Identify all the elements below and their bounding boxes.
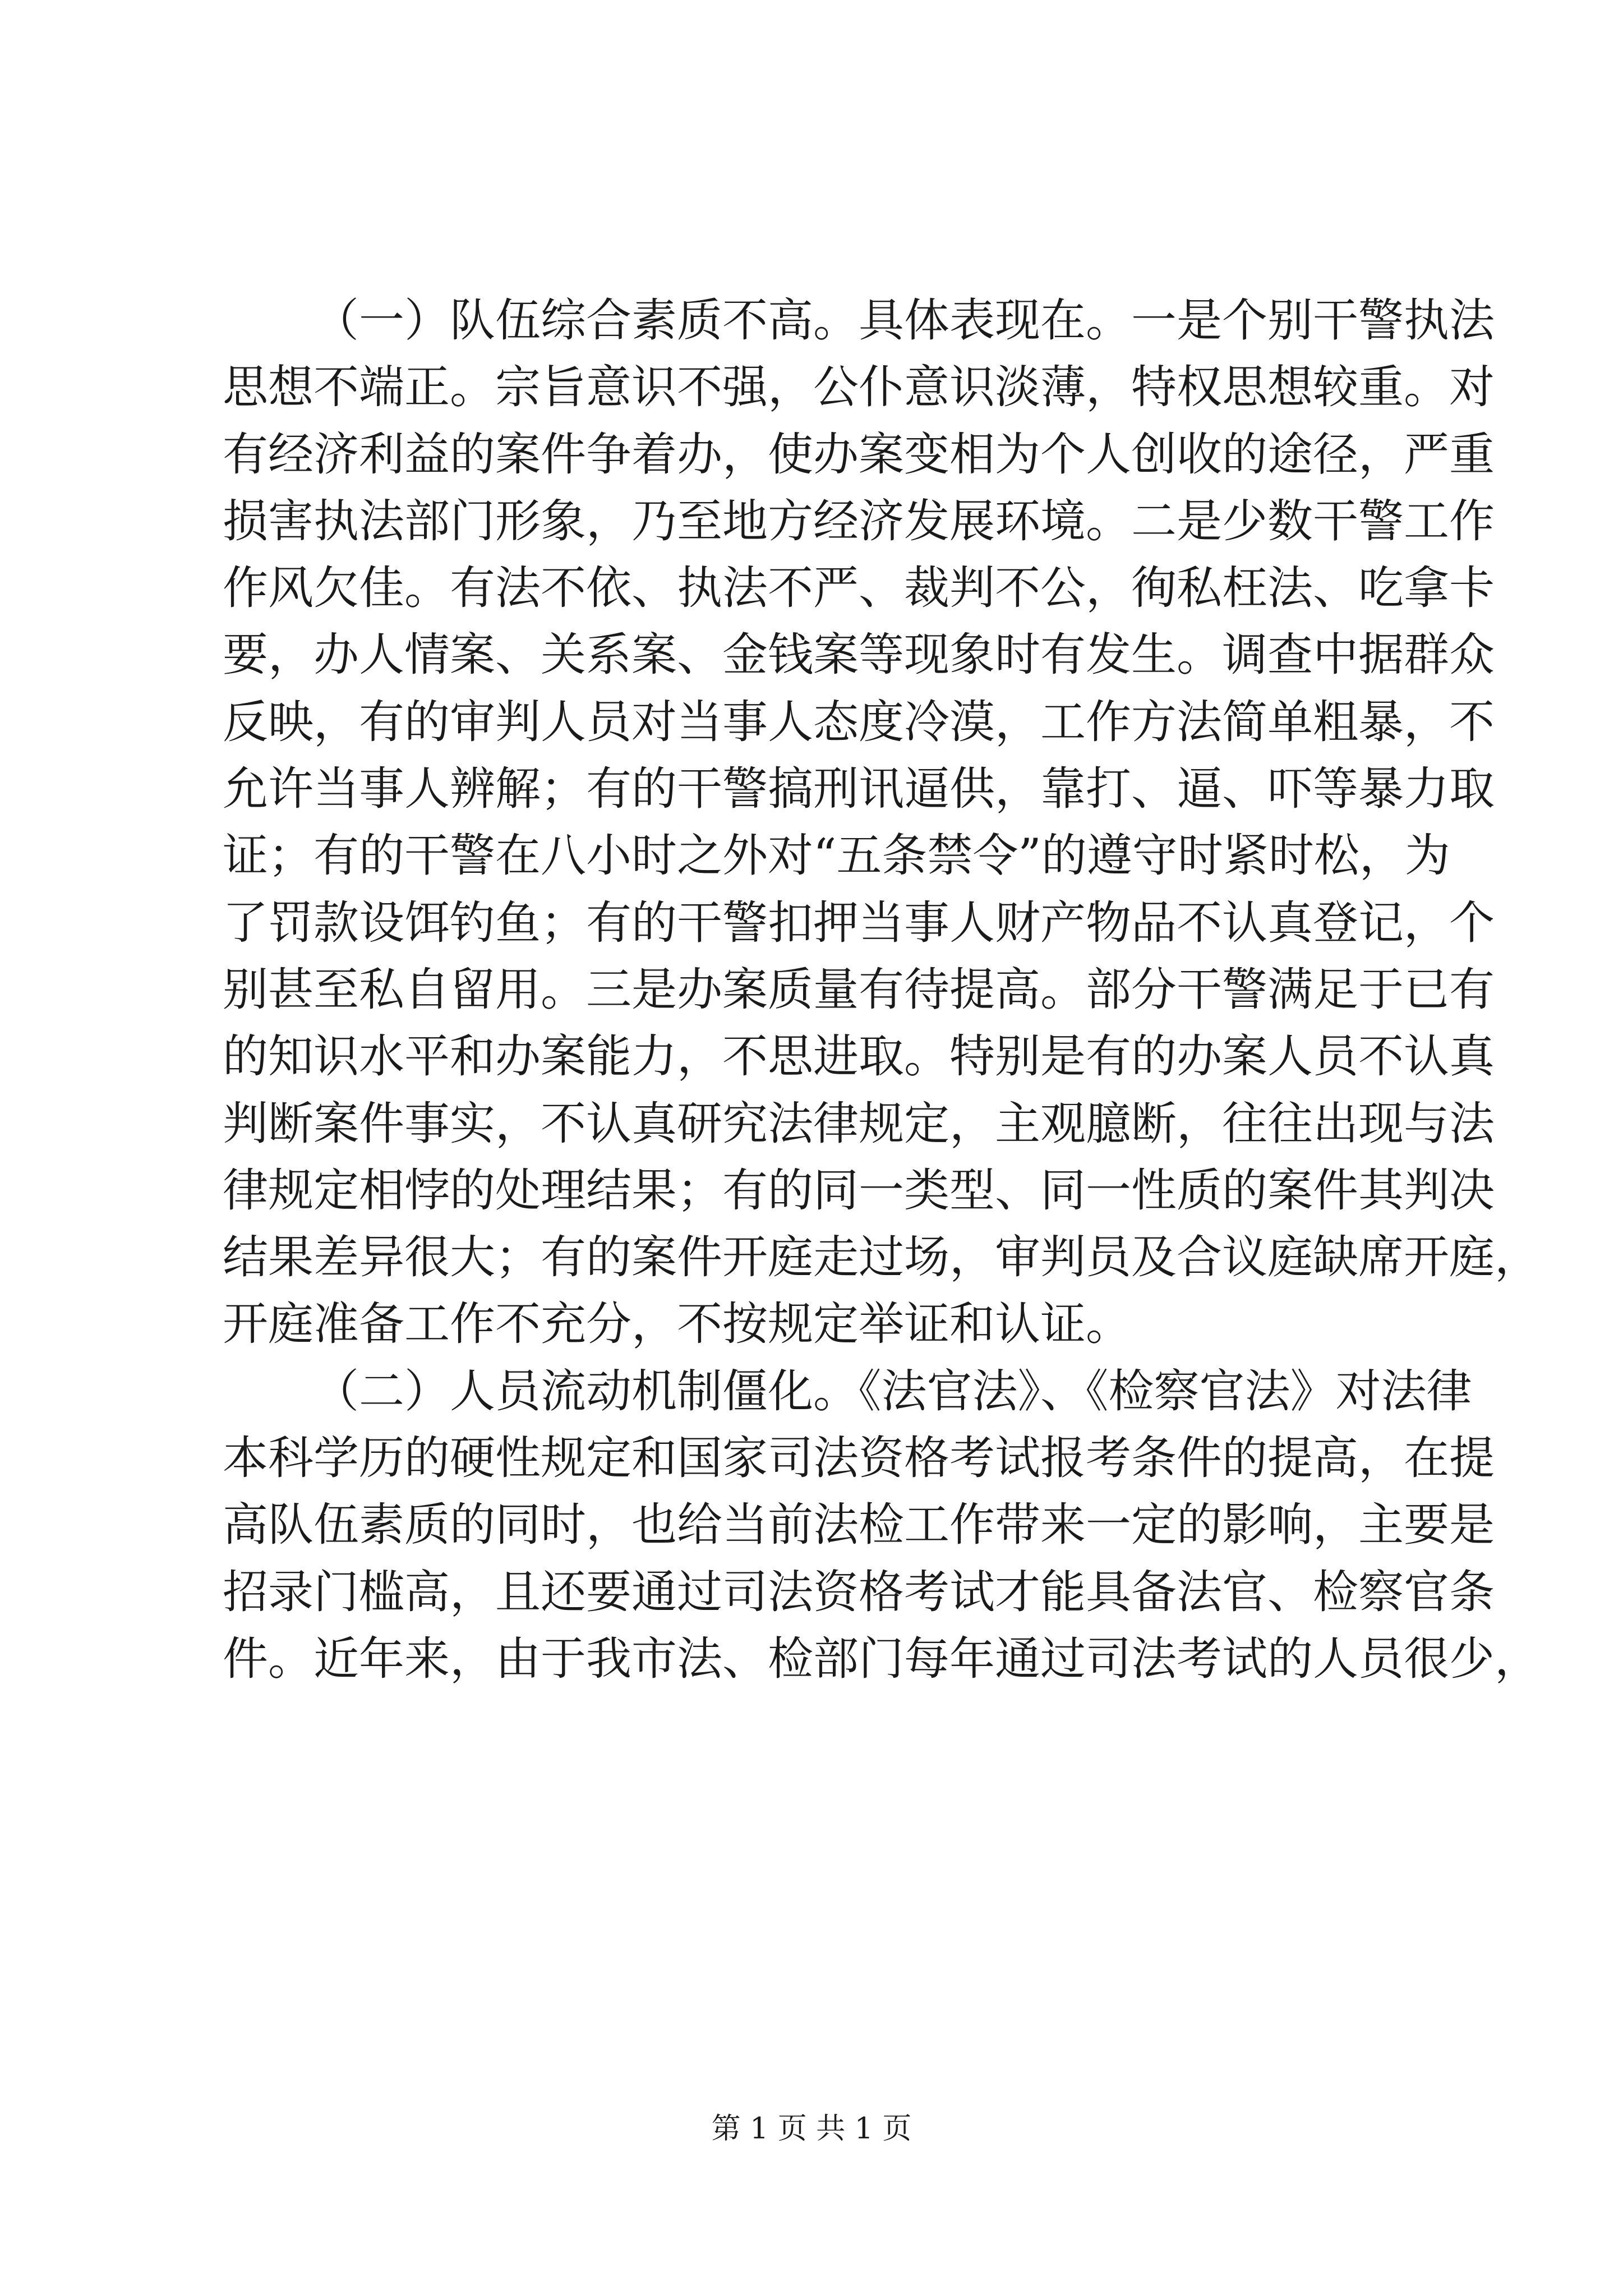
paragraph-1-line: 判断案件事实，不认真研究法律规定，主观臆断，往往出现与法 <box>223 1097 1495 1151</box>
paragraph-2-line: 高队伍素质的同时，也给当前法检工作带来一定的影响，主要是 <box>223 1499 1495 1552</box>
paragraph-1-line: （一）队伍综合素质不高。具体表现在。一是个别干警执法 <box>313 295 1495 347</box>
paragraph-1-line: 思想不端正。宗旨意识不强，公仆意识淡薄，特权思想较重。对 <box>223 361 1495 415</box>
document-body <box>223 288 1541 1693</box>
paragraph-1-line: 反映，有的审判人员对当事人态度冷漠，工作方法简单粗暴，不 <box>223 696 1495 749</box>
paragraph-2-line: （二）人员流动机制僵化。《法官法》、《检察官法》对法律 <box>313 1365 1472 1418</box>
paragraph-1-line: 了罚款设饵钓鱼；有的干警扣押当事人财产物品不认真登记，个 <box>223 896 1495 950</box>
paragraph-1-line: 开庭准备工作不充分，不按规定举证和认证。 <box>223 1298 1132 1351</box>
paragraph-1-line: 损害执法部门形象，乃至地方经济发展环境。二是少数干警工作 <box>223 495 1495 548</box>
paragraph-1-line: 的知识水平和办案能力，不思进取。特别是有的办案人员不认真 <box>223 1030 1495 1084</box>
paragraph-1-line: 别甚至私自留用。三是办案质量有待提高。部分干警满足于已有 <box>223 963 1495 1016</box>
page-footer: 第 1 页 共 1 页 <box>711 2112 912 2146</box>
paragraph-2-line: 招录门槛高，且还要通过司法资格考试才能具备法官、检察官条 <box>223 1566 1495 1619</box>
paragraph-1-line: 要，办人情案、关系案、金钱案等现象时有发生。调查中据群众 <box>223 629 1495 682</box>
paragraph-2-line: 本科学历的硬性规定和国家司法资格考试报考条件的提高，在提 <box>223 1432 1495 1485</box>
paragraph-1-line: 有经济利益的案件争着办，使办案变相为个人创收的途径，严重 <box>223 428 1495 481</box>
paragraph-2-line: 件。近年来，由于我市法、检部门每年通过司法考试的人员很少， <box>223 1632 1541 1686</box>
paragraph-1-line: 结果差异很大；有的案件开庭走过场，审判员及合议庭缺席开庭， <box>223 1231 1541 1285</box>
paragraph-1-line: 作风欠佳。有法不依、执法不严、裁判不公，徇私枉法、吃拿卡 <box>223 562 1495 615</box>
paragraph-1-line: 律规定相悖的处理结果；有的同一类型、同一性质的案件其判决 <box>223 1164 1495 1217</box>
paragraph-1-line: 证；有的干警在八小时之外对“五条禁令”的遵守时紧时松，为 <box>223 830 1450 883</box>
paragraph-1-line: 允许当事人辨解；有的干警搞刑讯逼供，靠打、逼、吓等暴力取 <box>223 763 1495 816</box>
